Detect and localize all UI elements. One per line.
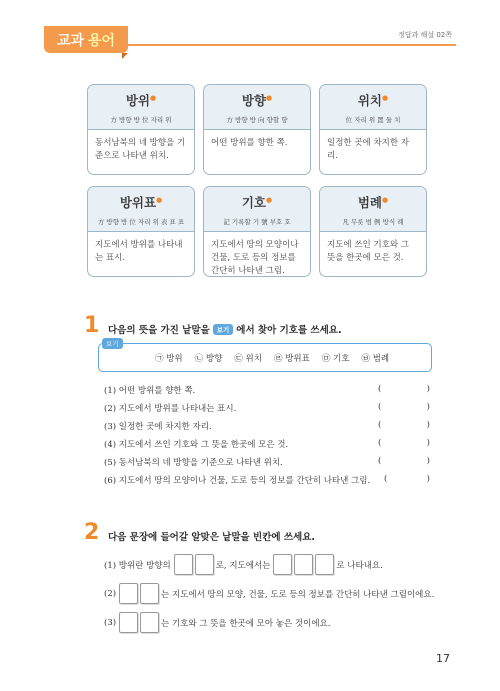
term-card: 방향● 方 방향 방 向 향할 향 어떤 방위를 향한 쪽.: [203, 84, 311, 175]
sentence-start: (2): [104, 588, 117, 599]
question-1-title-end: 에서 찾아 기호를 쓰세요.: [236, 325, 342, 336]
answer-blank[interactable]: ( ): [378, 456, 430, 466]
term-definition: 지도에서 방위를 나타내는 표시.: [95, 240, 183, 263]
term-definition: 지도에서 땅의 모양이나 건물, 도로 등의 정보를 간단히 나타낸 그림.: [211, 240, 299, 276]
bogi-box: [98, 340, 432, 372]
option-word: 기호: [333, 354, 350, 364]
term-hanja: 方 방향 방 位 자리 위: [110, 116, 172, 124]
term-card: 범례● 凡 무릇 범 例 방식 례 지도에 쓰인 기호와 그 뜻을 한곳에 모은 것.: [319, 186, 427, 277]
term-definition: 일정한 곳에 차지한 자리.: [327, 138, 410, 161]
bogi-option: [155, 352, 183, 364]
term-word: 방위: [125, 93, 151, 108]
sentence-end: 로 나타내요.: [336, 560, 383, 571]
question-1-number: 1: [84, 313, 100, 338]
term-card: 방위표● 方 방향 방 位 자리 위 表 표 표 지도에서 방위를 나타내는 표시.: [87, 186, 195, 277]
question-2-number: 2: [84, 520, 100, 545]
question-1-item: [104, 402, 430, 420]
question-1-title: [108, 322, 342, 336]
term-hanja: 凡 무릇 범 例 방식 례: [342, 218, 404, 226]
question-2-item: [104, 579, 434, 608]
sentence-end: 는 기호와 그 뜻을 한곳에 모아 놓은 것이에요.: [161, 618, 331, 629]
option-mark: ㉡: [194, 354, 204, 364]
answer-blank[interactable]: ( ): [384, 474, 430, 484]
bogi-option: [322, 352, 350, 364]
option-word: 위치: [245, 354, 262, 364]
question-1-item: [104, 420, 430, 438]
sentence-end: 는 지도에서 땅의 모양, 건물, 도로 등의 정보를 간단히 나타낸 그림이에요.: [161, 589, 435, 600]
answer-blank[interactable]: ( ): [378, 384, 430, 394]
item-text: (6) 지도에서 땅의 모양이나 건물, 도로 등의 정보를 간단히 나타낸 그림.: [104, 476, 371, 486]
term-card: 방위● 方 방향 방 位 자리 위 동서남북의 네 방향을 기준으로 나타낸 위치.: [87, 84, 195, 175]
answer-box[interactable]: [174, 554, 193, 575]
question-2-item: [104, 550, 434, 579]
question-2-item: [104, 608, 434, 637]
term-word: 방향: [241, 93, 267, 108]
item-text: (2) 지도에서 방위를 나타내는 표시.: [104, 404, 237, 414]
option-mark: ㉥: [361, 354, 370, 364]
item-text: (1) 어떤 방위를 향한 쪽.: [104, 386, 196, 396]
term-word: 범례: [357, 195, 383, 210]
option-word: 범례: [372, 354, 390, 364]
option-mark: ㉤: [321, 354, 331, 364]
term-card: 위치● 位 자리 위 置 둘 치 일정한 곳에 차지한 자리.: [319, 84, 427, 175]
question-1-items: [104, 384, 430, 492]
answer-box[interactable]: [119, 583, 138, 604]
term-word: 위치: [357, 93, 383, 108]
option-mark: ㉣: [273, 354, 283, 364]
answer-box[interactable]: [315, 554, 334, 575]
section-header-tab: [44, 26, 128, 53]
question-1-title-start: 다음의 뜻을 가진 낱말을: [108, 325, 210, 336]
term-word: 기호: [241, 195, 267, 210]
answer-box[interactable]: [119, 612, 138, 633]
option-mark: ㉠: [155, 354, 164, 364]
option-word: 방위: [166, 354, 183, 364]
bogi-box-badge: 보기: [102, 338, 123, 349]
question-2-title: 다음 문장에 들어갈 알맞은 낱말을 빈칸에 쓰세요.: [108, 532, 315, 543]
term-card: 기호● 記 기록할 기 號 부호 호 지도에서 땅의 모양이나 건물, 도로 등의 정보를 간단히 나타낸 그림.: [203, 186, 311, 277]
sentence-start: (3): [104, 617, 117, 628]
sentence-middle: 로, 지도에서는: [215, 560, 271, 571]
sentence-start: (1) 방위란 방향의: [104, 560, 171, 571]
answer-blank[interactable]: ( ): [378, 420, 430, 430]
term-word: 방위표: [119, 195, 157, 210]
item-text: (5) 동서남북의 네 방향을 기준으로 나타낸 위치.: [104, 458, 283, 468]
answer-blank[interactable]: ( ): [378, 438, 430, 448]
header-tab-fold: [122, 53, 128, 59]
section-word-2: 용어: [88, 32, 116, 49]
term-hanja: 方 방향 방 位 자리 위 表 표 표: [97, 218, 185, 226]
option-word: 방향: [205, 354, 223, 364]
answer-box[interactable]: [195, 554, 214, 575]
answer-box[interactable]: [140, 583, 159, 604]
header-line: [128, 44, 456, 46]
item-text: (4) 지도에서 쓰인 기호와 그 뜻을 한곳에 모은 것.: [104, 440, 289, 450]
answer-box[interactable]: [140, 612, 159, 633]
answer-box[interactable]: [273, 554, 292, 575]
answer-box[interactable]: [294, 554, 313, 575]
question-2-items: [104, 550, 434, 637]
term-definition: 어떤 방위를 향한 쪽.: [211, 138, 288, 148]
option-word: 방위표: [285, 354, 310, 364]
section-word-1: 교과: [56, 32, 84, 49]
question-1-item: [104, 474, 430, 492]
term-hanja: 方 방향 방 向 향할 향: [226, 116, 288, 124]
term-hanja: 記 기록할 기 號 부호 호: [223, 218, 291, 226]
question-1-item: [104, 384, 430, 402]
term-hanja: 位 자리 위 置 둘 치: [345, 116, 401, 124]
term-definition: 지도에 쓰인 기호와 그 뜻을 한곳에 모은 것.: [327, 240, 410, 263]
question-1-item: [104, 438, 430, 456]
bogi-option: [361, 352, 389, 364]
page-number: 17: [436, 652, 450, 665]
answer-blank[interactable]: ( ): [378, 402, 430, 412]
answer-reference: 정답과 해설 02쪽: [398, 31, 452, 39]
bogi-badge: 보기: [213, 324, 234, 335]
item-text: (3) 일정한 곳에 차지한 자리.: [104, 422, 212, 432]
bogi-option: [195, 352, 223, 364]
term-definition: 동서남북의 네 방향을 기준으로 나타낸 위치.: [95, 138, 186, 161]
bogi-option: [274, 352, 310, 364]
bogi-option: [234, 352, 262, 364]
option-mark: ㉢: [234, 354, 243, 364]
question-1-item: [104, 456, 430, 474]
